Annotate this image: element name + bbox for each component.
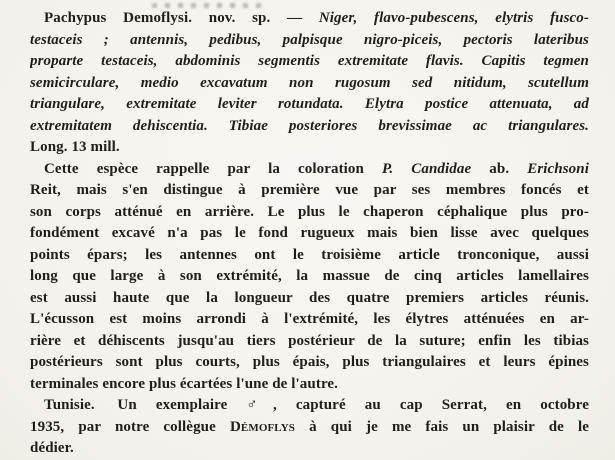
text-segment: son corps atténué en arrière. Le plus le chaperon céphalique plus pro- [30,203,589,220]
text-segment: terminales encore plus écartées l'une de l'autre. [30,375,339,392]
text-line [30,116,589,138]
text-segment: est aussi haute que la longueur des quatre premiers articles réunis. [30,289,589,306]
text-segment: dédier. [30,440,74,456]
text-segment: rière et déhiscents jusqu'au tiers postérieur de la suture; enfin les tibias [30,332,589,349]
text-line [30,202,589,224]
text-line [30,30,589,52]
text-segment: testaceis ; antennis, pedibus, palpisque nigro-piceis, pectoris lateribus [30,31,589,48]
text-segment: Reit, mais s'en distingue à première vue par ses membres foncés et [30,182,589,198]
text-line [30,331,589,353]
text-line [30,223,589,245]
text-segment: 1935, par notre collègue [30,418,230,435]
text-segment: nov. sp. — [192,10,319,26]
text-segment: fondément excavé n'a pas le fond rugueux mais bien lisse avec quelques [30,225,589,241]
text-segment: extremitatem dehiscentia. Tibiae posteriores brevissimae ac triangulares. [30,117,589,134]
text-segment: à qui je me fais un plaisir de le [295,418,589,435]
text-line [30,352,589,374]
text-line [30,94,589,116]
text-segment: Long. 13 mill. [30,139,120,155]
text-segment: Cette espèce rappelle par la coloration [44,160,383,177]
text-line [30,137,589,159]
text-line [30,374,589,396]
text-line [30,309,589,331]
paragraph [30,159,589,396]
text-line [30,266,589,288]
text-segment: points épars; les antennes ont le troisième article tronconique, aussi [30,246,589,263]
text-line [30,73,589,95]
text-segment: Démoflys [229,418,295,435]
text-line [30,245,589,267]
text-segment: long que large à son extrémité, la massue de cinq articles lamellaires [30,268,589,284]
text-block [30,8,589,460]
paragraph [30,395,589,460]
text-line [30,180,589,202]
text-segment: Tunisie. Un exemplaire ♂, capturé au cap Serrat, en octobre [44,397,589,413]
paragraph [30,8,589,159]
text-segment: L'écusson est moins arrondi à l'extrémité, les élytres atténuées en ar- [30,311,589,327]
text-line [30,51,589,73]
text-line [30,288,589,310]
text-segment: Pachypus Demoflysi. [44,10,193,26]
text-segment: ab. [471,160,528,177]
text-line [30,395,589,417]
text-line [30,8,589,30]
text-line [30,159,589,181]
text-segment: proparte testaceis, abdominis segmentis extremitate flavis. Capitis tegmen [30,53,589,69]
text-segment: Niger, flavo-pubescens, elytris fusco- [318,10,589,26]
text-line [30,438,589,460]
text-line [30,417,589,439]
text-segment: semicirculare, medio excavatum non rugosum sed nitidum, scutellum [30,74,589,91]
text-segment: postérieurs sont plus courts, plus épais, plus triangulaires et leurs épines [30,354,589,370]
text-segment: triangulare, extremitate leviter rotundata. Elytra postice attenuata, ad [30,96,589,112]
text-segment: Erichsoni [527,160,589,177]
text-segment: P. Candidae [382,160,472,177]
